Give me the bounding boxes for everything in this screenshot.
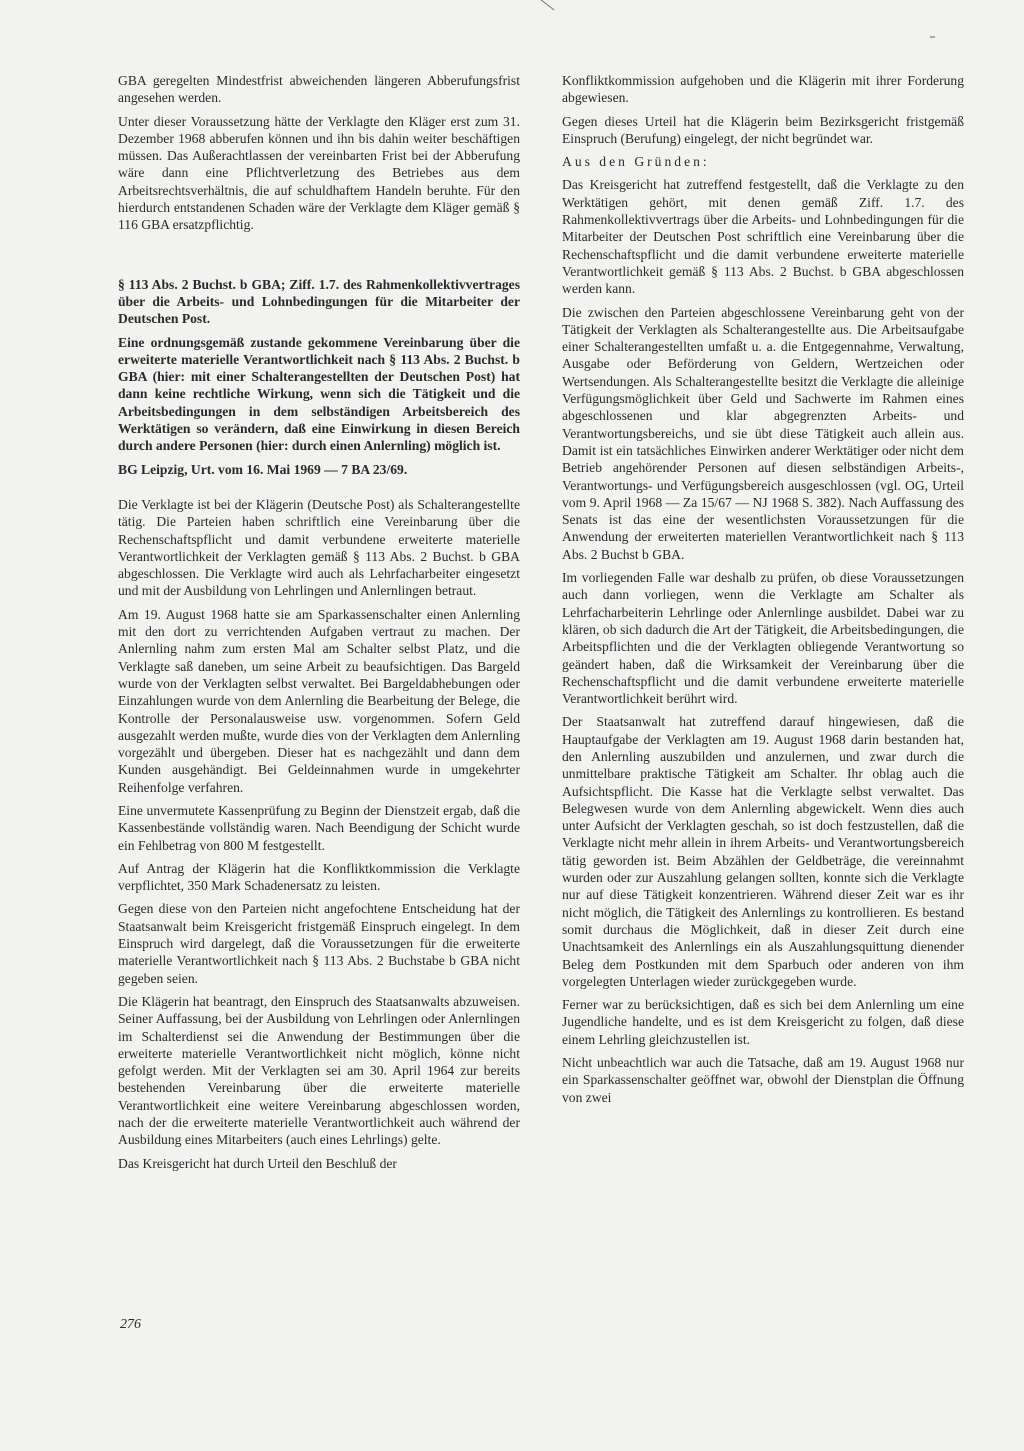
paragraph: Unter dieser Voraussetzung hätte der Verklagte den Kläger erst zum 31. Dezember 1968 abberufen können und ihn bis dahin weiter beschäftigen müssen. Das Außerachtlassen der vereinbarten Frist bei der Abberufung wäre dann eine Pflichtverletzung des Betriebes aus dem Arbeitsrechtsverhältnis, die auf schuldhaftem Handeln beruhte. Für den hierdurch entstandenen Schaden wäre der Verklagte dem Kläger gemäß § 116 GBA ersatzpflichtig.	[118, 113, 520, 233]
scan-mark	[930, 36, 935, 38]
section-heading: Aus den Gründen:	[562, 154, 710, 170]
paragraph: Nicht unbeachtlich war auch die Tatsache, daß am 19. August 1968 nur ein Sparkassenschalter geöffnet war, obwohl der Dienstplan die Öffnung von zwei	[562, 1055, 964, 1105]
paragraph: Im vorliegenden Falle war deshalb zu prüfen, ob diese Voraussetzungen auch dann vorliegen, wenn die Verklagte am Schalter als Lehrfacharbeiterin Lehrlinge oder Anlernlinge ausbildet. Dabei war zu klären, ob sich dadurch die Art der Tätigkeit, die Arbeitsbedingungen, die Arbeitspflichten und die der Verklagten obliegende Verantwortung so geändert haben, daß die Wirksamkeit der Vereinbarung über die Rechenschaftspflicht und die damit verbundene erweiterte materielle Verantwortlichkeit berührt wird.	[562, 570, 964, 707]
paragraph: Ferner war zu berücksichtigen, daß es sich bei dem Anlernling um eine Jugendliche handelte, und es ist dem Kreisgericht zu folgen, daß diese einem Lehrling gleichzustellen ist.	[562, 997, 964, 1047]
left-column	[118, 72, 520, 1178]
paragraph: Das Kreisgericht hat durch Urteil den Beschluß der	[118, 1155, 397, 1171]
paragraph: Auf Antrag der Klägerin hat die Konfliktkommission die Verklagte verpflichtet, 350 Mark Schadenersatz zu leisten.	[118, 860, 520, 894]
headnote-citation: § 113 Abs. 2 Buchst. b GBA; Ziff. 1.7. des Rahmenkollektivvertrages über die Arbeits- und Lohnbedingungen für die Mitarbeiter der Deutschen Post.	[118, 276, 520, 327]
paragraph: Gegen dieses Urteil hat die Klägerin beim Bezirksgericht fristgemäß Einspruch (Berufung) eingelegt, der nicht begründet war.	[562, 113, 964, 146]
headnote-summary: Eine ordnungsgemäß zustande gekommene Vereinbarung über die erweiterte materielle Verantwortlichkeit nach § 113 Abs. 2 Buchst. b GBA (hier: mit einer Schalterangestellten der Deutschen Post) hat dann keine rechtliche Wirkung, wenn sich die Tätigkeit und die Arbeitsbedingungen in dem selbständigen Arbeitsbereich des Werktätigen so verändern, daß eine Einwirkung in diesen Bereich durch andere Personen (hier: durch einen Anlernling) möglich ist.	[118, 334, 520, 454]
paragraph: Am 19. August 1968 hatte sie am Sparkassenschalter einen Anlernling mit den dort zu verrichtenden Aufgaben vertraut zu machen. Der Anlernling nahm zum ersten Mal am Schalter selbst Platz, und die Verklagte saß daneben, um seine Arbeit zu beaufsichtigen. Das Bargeld wurde von der Verklagten selbst verwaltet. Bei Bargeldabhebungen oder Einzahlungen wurde von dem Anlernling die Bearbeitung der Belege, die Kontrolle der Personalausweise usw. vorgenommen. Sofern Geld ausgezahlt werden mußte, wurde dies von der Verklagten dem Anlernling vorgezählt und übergeben. Dieser hat es nachgezählt und dann dem Kunden ausgehändigt. Bei Geldeinnahmen wurde in umgekehrter Reihenfolge verfahren.	[118, 606, 520, 795]
right-column	[562, 72, 964, 1112]
paragraph: Eine unvermutete Kassenprüfung zu Beginn der Dienstzeit ergab, daß die Kassenbestände vollständig waren. Nach Beendigung der Schicht wurde ein Fehlbetrag von 800 M festgestellt.	[118, 802, 520, 853]
scan-mark	[540, 0, 555, 10]
paragraph: Die zwischen den Parteien abgeschlossene Vereinbarung geht von der Tätigkeit der Verklagten als Schalterangestellte aus. Die Arbeitsaufgabe einer Schalterangestellten umfaßt u. a. die Entgegennahme, Verwaltung, Ausgabe oder Beförderung von Geldern, Wertzeichen oder Wertsendungen. Als Schalterangestellte besitzt die Verklagte die alleinige Verfügungsmöglichkeit über Geld und Sachwerte im Rahmen eines abgeschlossenen und klar abgegrenzten Arbeits- und Verantwortungsbereichs, und sie übt diese Tätigkeit auch allein aus. Damit ist ein tatsächliches Einwirken anderer Werktätiger oder nicht dem Betrieb angehörender Personen auf diesen selbständigen Arbeits-, Verantwortungs- und Verfügungsbereich ausgeschlossen (vgl. OG, Urteil vom 9. April 1968 — Za 15/67 — NJ 1968 S. 382). Nach Auffassung des Senats ist das eine der wesentlichsten Voraussetzungen für die Anwendung der erweiterten materiellen Verantwortlichkeit nach § 113 Abs. 2 Buchst b GBA.	[562, 304, 964, 562]
court-reference: BG Leipzig, Urt. vom 16. Mai 1969 — 7 BA 23/69.	[118, 461, 408, 477]
paragraph: Die Klägerin hat beantragt, den Einspruch des Staatsanwalts abzuweisen. Seiner Auffassung, bei der Ausbildung von Lehrlingen oder Anlernlingen im Schalterdienst sei die Anwendung der Bestimmungen über die erweiterte materielle Verantwortlichkeit nicht möglich, könne nicht gefolgt werden. Mit der Verklagten sei am 30. April 1964 zur bereits bestehenden Vereinbarung über die erweiterte materielle Verantwortlichkeit eine weitere Vereinbarung abgeschlossen worden, nach der die erweiterte materielle Verantwortlichkeit auch während der Ausbildung eines Mitarbeiters (auch eines Lehrlings) gelte.	[118, 993, 520, 1148]
paragraph: Gegen diese von den Parteien nicht angefochtene Entscheidung hat der Staatsanwalt beim Kreisgericht fristgemäß Einspruch eingelegt. In dem Einspruch wird dargelegt, daß die Voraussetzungen für die erweiterte materielle Verantwortlichkeit nach § 113 Abs. 2 Buchstabe b GBA nicht gegeben seien.	[118, 901, 520, 986]
page-number: 276	[120, 1317, 141, 1332]
paragraph: Das Kreisgericht hat zutreffend festgestellt, daß die Verklagte zu den Werktätigen gehört, mit denen gemäß Ziff. 1.7. des Rahmenkollektivvertrags über die Arbeits- und Lohnbedingungen für die Mitarbeiter der Deutschen Post schriftlich eine Vereinbarung über die Rechenschaftspflicht und die damit verbundene erweiterte materielle Verantwortlichkeit gemäß § 113 Abs. 2 Buchst. b GBA abgeschlossen werden kann.	[562, 177, 964, 297]
paragraph: Der Staatsanwalt hat zutreffend darauf hingewiesen, daß die Hauptaufgabe der Verklagten am 19. August 1968 darin bestanden hat, den Anlernling auszubilden und anzulernen, und zwar durch die unmittelbare praktische Tätigkeit am Schalter. Ihr oblag auch die Aufsichtspflicht. Die Kasse hat die Verklagte selbst verwaltet. Das Belegwesen wurde von dem Anlernling abgewickelt. Wenn dies auch unter Aufsicht der Verklagten geschah, so ist doch festzustellen, daß die Verklagte nicht mehr allein in ihrem Arbeits- und Verantwortungsbereich tätig geworden ist. Beim Abzählen der Geldbeträge, die vereinnahmt wurden oder zur Auszahlung gelangen sollten, konnte sich die Verklagte nur auf diese Tätigkeit konzentrieren. Während dieser Zeit war es ihr nicht möglich, die Tätigkeit des Anlernlings zu kontrollieren. Es bestand somit durchaus die Möglichkeit, daß in dieser Zeit durch eine Unachtsamkeit des Anlernlings ein als Auszahlungsquittung dienender Beleg dem Postkunden mit dem Sparbuch oder anderen von ihm vorgelegten Unterlagen wieder zurückgegeben wurde.	[562, 714, 964, 989]
paragraph: Konfliktkommission aufgehoben und die Klägerin mit ihrer Forderung abgewiesen.	[562, 73, 964, 106]
paragraph: GBA geregelten Mindestfrist abweichenden längeren Abberufungsfrist angesehen werden.	[118, 73, 520, 106]
paragraph: Die Verklagte ist bei der Klägerin (Deutsche Post) als Schalterangestellte tätig. Die Parteien haben schriftlich eine Vereinbarung über die Rechenschaftspflicht und damit verbundene erweiterte materielle Verantwortlichkeit der Verklagten gemäß § 113 Abs. 2 Buchst. b GBA abgeschlossen. Die Verklagte wird auch als Lehrfacharbeiter eingesetzt und mit der Ausbildung von Lehrlingen und Anlernlingen betraut.	[118, 496, 520, 599]
